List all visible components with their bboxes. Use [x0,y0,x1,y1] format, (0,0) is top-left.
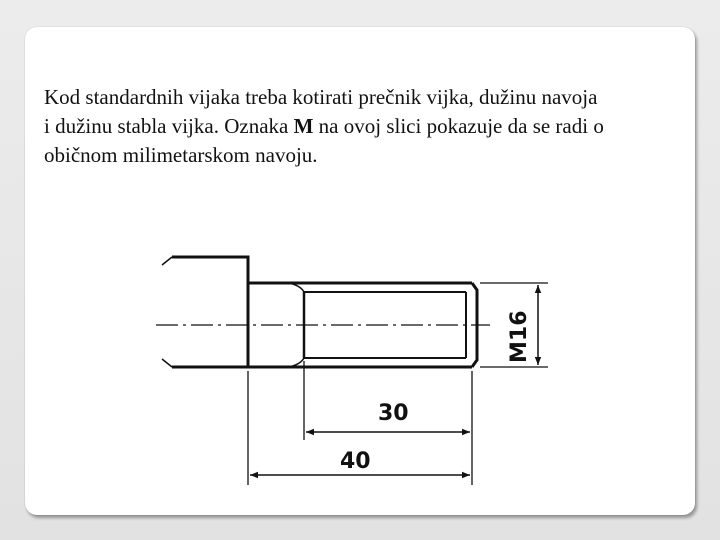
shank-length-text: 40 [340,449,371,474]
text-line-3: običnom milimetarskom navoju. [44,143,318,167]
thread-length-text: 30 [378,401,409,426]
text-line-2 [44,112,694,141]
bolt-drawing [150,235,570,505]
body-text [44,83,694,170]
thread-mark-letter: M [293,114,314,138]
bolt-drawing-svg [150,235,570,505]
bolt-head [162,257,248,367]
thread-label-text: M16 [507,310,532,363]
text-line-2-rest: na ovoj slici pokazuje da se radi o [313,114,604,138]
text-line-2-part: i dužinu stabla vijka. Oznaka [44,114,294,138]
text-line-1: Kod standardnih vijaka treba kotirati prečnik vijka, dužinu navoja [44,85,598,109]
